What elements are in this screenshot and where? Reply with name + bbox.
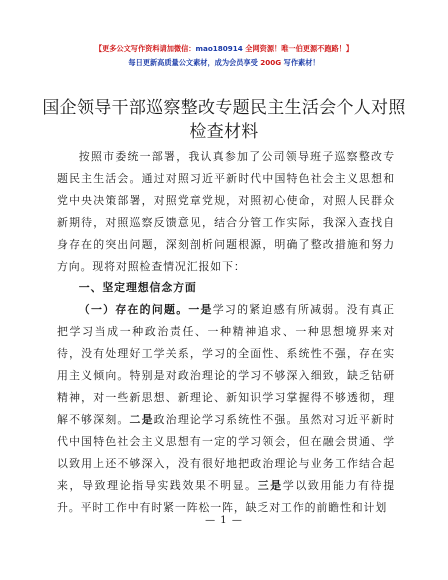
issues-paragraph [57, 299, 395, 518]
point-label: 二是 [129, 412, 154, 426]
promo-banner-line-1 [0, 44, 448, 53]
document-body [57, 146, 395, 518]
point-label: 三是 [257, 478, 283, 492]
point-text: 政治理论学习系统性不强。虽然对习近平新时代中国特色社会主义思想有一定的学习领会，但在融会贯通、学以致用上还不够深入，没有很好地把政治理论与业务工作结合起来，导致理论指导实践效果不明显。 [57, 412, 395, 492]
page-number: — 1 — [205, 515, 243, 526]
banner-text: 每日更新高质量公文素材，成为会员享受 [128, 58, 261, 67]
subsection-label: （一）存在的问题。 [78, 303, 189, 317]
banner-text: 【更多公文写作资料请加微信： [94, 44, 196, 53]
point-label: 一是 [188, 303, 213, 317]
promo-banner-line-2 [0, 58, 448, 67]
banner-price: 200G [260, 58, 282, 67]
section-heading: 一、坚定理想信念方面 [78, 281, 197, 295]
banner-text: 写作素材！ [281, 58, 320, 67]
point-text: 学习的紧迫感有所减弱。没有真正把学习当成一种政治责任、一种精神追求、一种思想境界来对待，没有处理好工学关系，学习的全面性、系统性不强，存在实用主义倾向。特别是对政治理论的学习不够深入细致，缺乏钻研精神，对一些新思想、新理论、新知识学习掌握得不够透彻，理解不够深刻。 [57, 303, 395, 426]
banner-text: 全网资源！唯一伯更源不跑路！】 [242, 44, 354, 53]
point-text: 学以致用能力有待提升。平时工作中有时紧一阵松一阵，缺乏对工作的前瞻性和计划 [57, 478, 395, 514]
document-title: 国企领导干部巡察整改专题民主生活会个人对照检查材料 [42, 98, 406, 142]
banner-wechat-id: mao180914 [195, 44, 243, 53]
intro-paragraph: 按照市委统一部署，我认真参加了公司领导班子巡察整改专题民主生活会。通过对照习近平新时代中国特色社会主义思想和党中央决策部署，对照党章党规，对照初心使命，对照人民群众新期待，对照巡察反馈意见，结合分管工作实际，我深入查找自身存在的突出问题，深刻剖析问题根源，明确了整改措施和努力方向。现将对照检查情况汇报如下： [57, 150, 395, 273]
